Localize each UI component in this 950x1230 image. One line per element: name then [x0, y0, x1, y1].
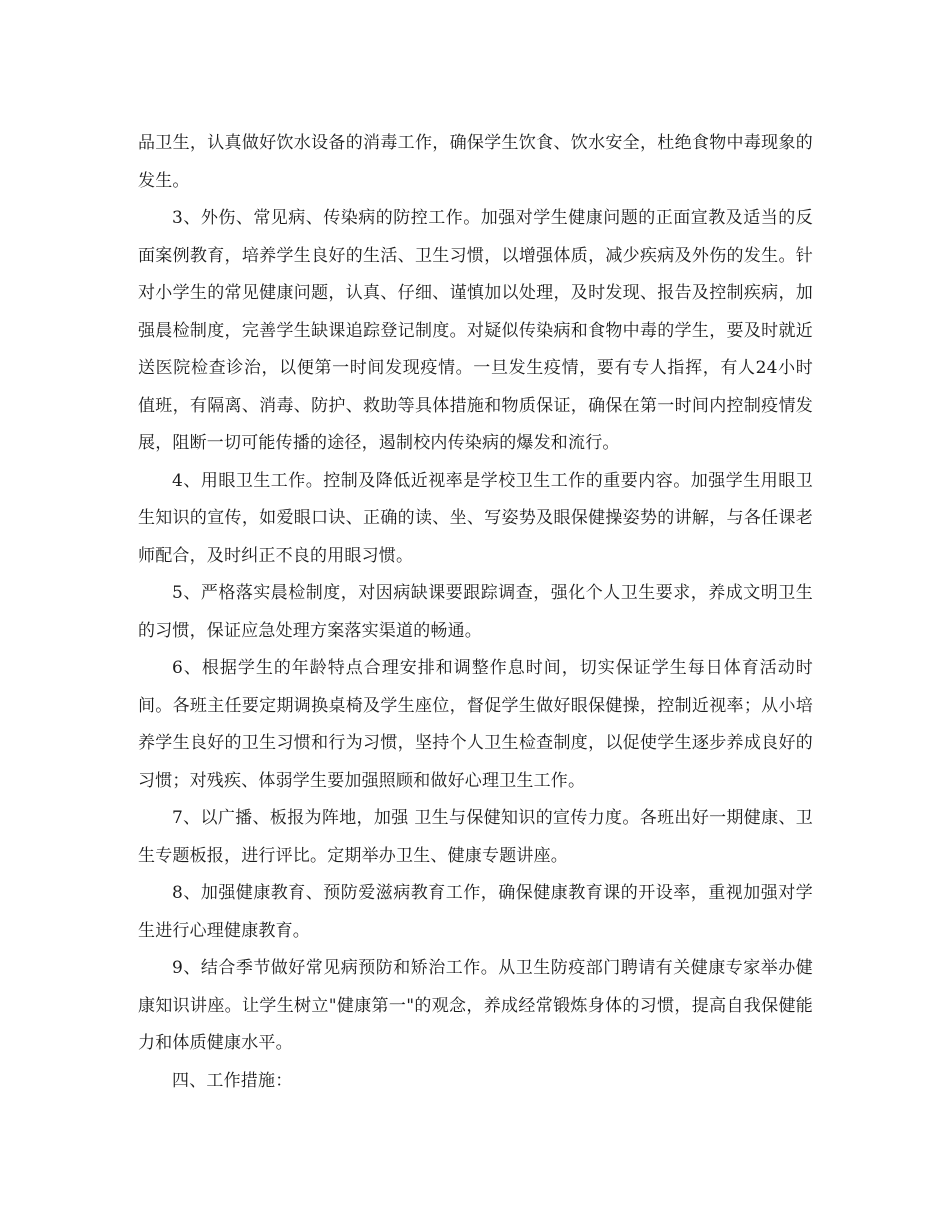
paragraph-item-3: 3、外伤、常见病、传染病的防控工作。加强对学生健康问题的正面宣教及适当的反面案例教育，培养学生良好的生活、卫生习惯，以增强体质，减少疾病及外伤的发生。针对小学生的常见健康问题，认真、仔细、谨慎加以处理，及时发现、报告及控制疾病，加强晨检制度，完善学生缺课追踪登记制度。对疑似传染病和食物中毒的学生，要及时就近送医院检查诊治，以便第一时间发现疫情。一旦发生疫情，要有专人指挥，有人24小时值班，有隔离、消毒、防护、救助等具体措施和物质保证，确保在第一时间内控制疫情发展，阻断一切可能传播的途径，遏制校内传染病的爆发和流行。	[138, 208, 813, 453]
section-heading-measures: 四、工作措施：	[172, 1070, 293, 1091]
paragraph-item-7: 7、以广播、板报为阵地，加强 卫生与保健知识的宣传力度。各班出好一期健康、卫生专题板报，进行评比。定期举办卫生、健康专题讲座。	[138, 808, 813, 866]
document-body	[138, 125, 813, 1100]
paragraph-item-5: 5、严格落实晨检制度，对因病缺课要跟踪调查，强化个人卫生要求，养成文明卫生的习惯，保证应急处理方案落实渠道的畅通。	[138, 583, 813, 641]
paragraph-item-8: 8、加强健康教育、预防爱滋病教育工作，确保健康教育课的开设率，重视加强对学生进行心理健康教育。	[138, 883, 813, 941]
paragraph-continuation: 品卫生，认真做好饮水设备的消毒工作，确保学生饮食、饮水安全，杜绝食物中毒现象的发生。	[138, 133, 813, 191]
paragraph-item-4: 4、用眼卫生工作。控制及降低近视率是学校卫生工作的重要内容。加强学生用眼卫生知识的宣传，如爱眼口诀、正确的读、坐、写姿势及眼保健操姿势的讲解，与各任课老师配合，及时纠正不良的用眼习惯。	[138, 470, 813, 566]
paragraph-item-9: 9、结合季节做好常见病预防和矫治工作。从卫生防疫部门聘请有关健康专家举办健康知识讲座。让学生树立"健康第一"的观念，养成经常锻炼身体的习惯，提高自我保健能力和体质健康水平。	[138, 958, 813, 1053]
paragraph-item-6: 6、根据学生的年龄特点合理安排和调整作息时间，切实保证学生每日体育活动时间。各班主任要定期调换桌椅及学生座位，督促学生做好眼保健操，控制近视率；从小培养学生良好的卫生习惯和行为习惯，坚持个人卫生检查制度，以促使学生逐步养成良好的习惯；对残疾、体弱学生要加强照顾和做好心理卫生工作。	[138, 658, 813, 791]
